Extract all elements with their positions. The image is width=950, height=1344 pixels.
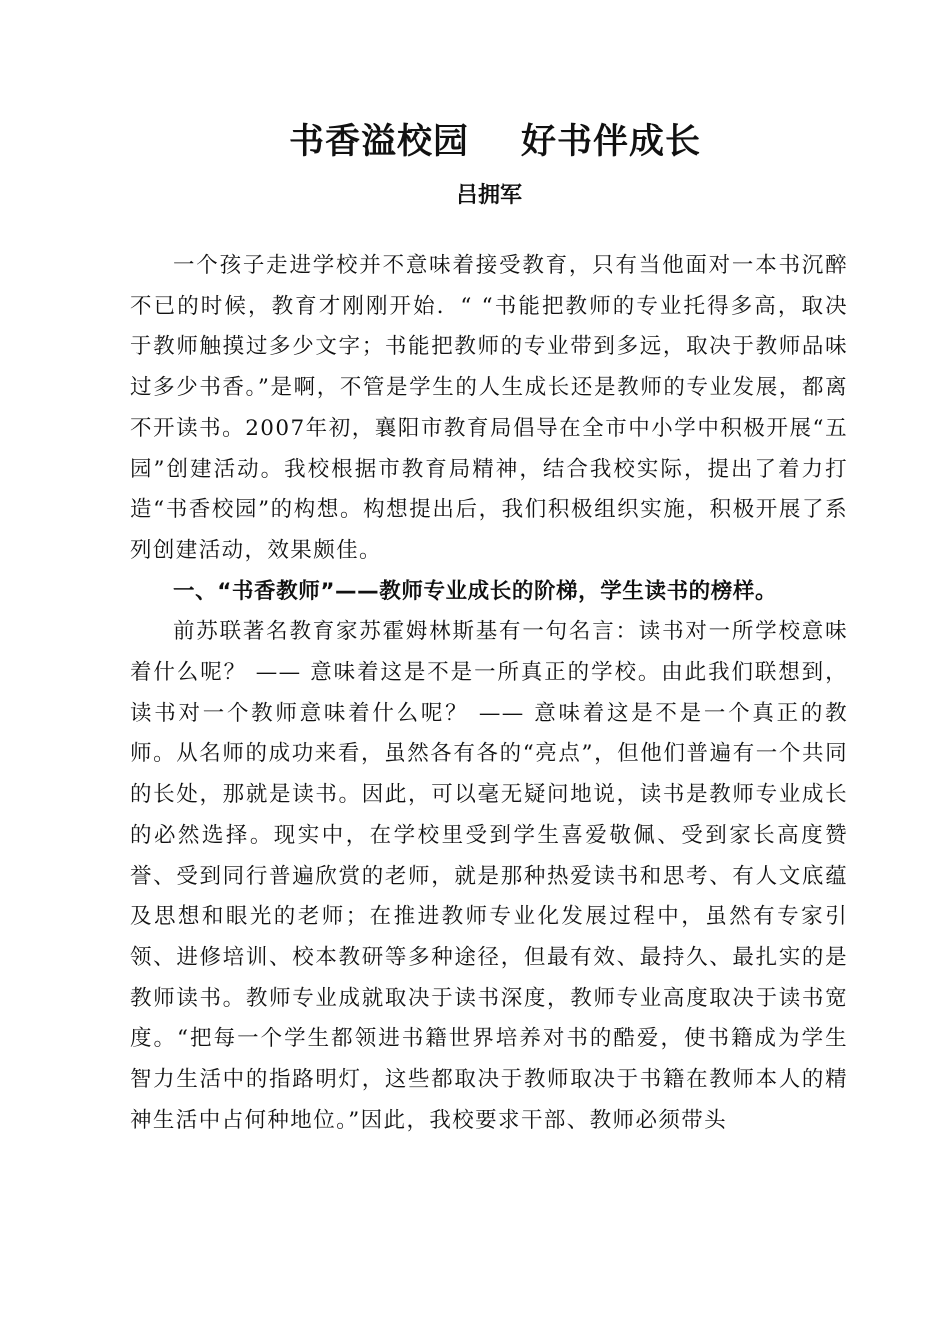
author-name: 吕拥军 (455, 183, 522, 208)
title-part-1: 书香溢校园 (288, 122, 469, 162)
paragraph-section-1: 前苏联著名教育家苏霍姆林斯基有一句名言：读书对一所学校意味着什么呢？ —— 意味着这是不是一所真正的学校。由此我们联想到，读书对一个教师意味着什么呢？ —— 意味着这是不是一个真正的教师。从名师的成功来看，虽然各有各的“亮点”，但他们普遍有一个共同的长处，那就是读书。因此，可以毫无疑问地说，读书是教师专业成长的必然选择。现实中，在学校里受到学生喜爱敬佩、受到家长高度赞誉、受到同行普遍欣赏的老师，就是那种热爱读书和思考、有人文底蕴及思想和眼光的老师；在推进教师专业化发展过程中，虽然有专家引领、进修培训、校本教研等多种途径，但最有效、最持久、最扎实的是教师读书。教师专业成就取决于读书深度，教师专业高度取决于读书宽度。“把每一个学生都领进书籍世界培养对书的酷爱，使书籍成为学生智力生活中的指路明灯，这些都取决于教师取决于书籍在教师本人的精神生活中占何种地位。”因此，我校要求干部、教师必须带头 (130, 619, 848, 1133)
title-part-2: 好书伴成长 (521, 122, 702, 162)
paragraph-intro: 一个孩子走进学校并不意味着接受教育，只有当他面对一本书沉醉不已的时候，教育才刚刚开始．“ “书能把教师的专业托得多高，取决于教师触摸过多少文字；书能把教师的专业带到多远，取决于教师品味过多少书香。”是啊，不管是学生的人生成长还是教师的专业发展，都离不开读书。2007年初，襄阳市教育局倡导在全市中小学中积极开展“五园”创建活动。我校根据市教育局精神，结合我校实际，提出了着力打造“书香校园”的构想。构想提出后，我们积极组织实施，积极开展了系列创建活动，效果颇佳。 (130, 253, 848, 563)
document-body (130, 246, 848, 1141)
section-heading-1: 一、“书香教师”——教师专业成长的阶梯，学生读书的榜样。 (173, 578, 778, 604)
document-title (0, 118, 950, 166)
